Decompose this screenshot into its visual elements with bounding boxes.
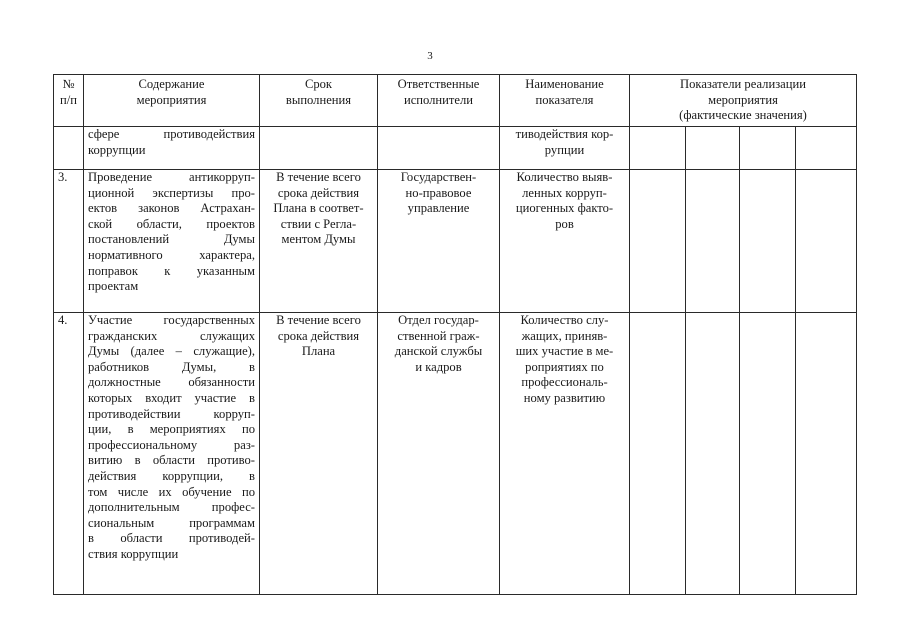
row-3-deadline: В течение всего срока действия Плана xyxy=(260,313,378,595)
table-header-row xyxy=(54,75,857,127)
row-2-value-1 xyxy=(630,170,686,313)
page-number: 3 xyxy=(427,50,433,62)
row-3-value-1 xyxy=(630,313,686,595)
row-1-responsible xyxy=(378,127,500,170)
row-1-value-2 xyxy=(686,127,740,170)
header-indicator: Наименование показателя xyxy=(500,75,630,127)
measures-table xyxy=(53,74,857,595)
row-2-value-4 xyxy=(796,170,857,313)
row-1-value-1 xyxy=(630,127,686,170)
header-results: Показатели реализации мероприятия (фактические значения) xyxy=(630,75,857,127)
row-1-content: сфере противодействия коррупции xyxy=(84,127,260,170)
table-row xyxy=(54,170,857,313)
row-2-responsible: Государствен- но-правовое управление xyxy=(378,170,500,313)
row-2-num: 3. xyxy=(54,170,84,313)
table-row xyxy=(54,127,857,170)
row-2-value-2 xyxy=(686,170,740,313)
row-1-value-4 xyxy=(796,127,857,170)
row-1-indicator: тиводействия кор- рупции xyxy=(500,127,630,170)
row-3-value-2 xyxy=(686,313,740,595)
row-3-content: Участие государственных гражданских служащих Думы (далее – служащие), работников Думы, в должностные обязанности которых входит участие в противодействии корруп- ции, в мероприятиях по профессиональному раз- витию в области противо- действия коррупции, в том числе их обучение по дополнительным профес- сиональным программам в области противодей- ствия коррупции xyxy=(84,313,260,595)
table-row xyxy=(54,313,857,595)
row-1-deadline xyxy=(260,127,378,170)
row-2-content: Проведение антикорруп- ционной экспертизы про- ектов законов Астрахан- ской области, проектов постановлений Думы нормативного характера, поправок к указанным проектам xyxy=(84,170,260,313)
row-3-value-3 xyxy=(740,313,796,595)
header-num: № п/п xyxy=(54,75,84,127)
row-1-value-3 xyxy=(740,127,796,170)
row-1-num xyxy=(54,127,84,170)
row-3-num: 4. xyxy=(54,313,84,595)
header-content: Содержание мероприятия xyxy=(84,75,260,127)
row-3-responsible: Отдел государ- ственной граж- данской службы и кадров xyxy=(378,313,500,595)
header-responsible: Ответственные исполнители xyxy=(378,75,500,127)
row-2-value-3 xyxy=(740,170,796,313)
row-2-deadline: В течение всего срока действия Плана в соответ- ствии с Регла- ментом Думы xyxy=(260,170,378,313)
row-3-value-4 xyxy=(796,313,857,595)
row-2-indicator: Количество выяв- ленных корруп- циогенных факто- ров xyxy=(500,170,630,313)
row-3-indicator: Количество слу- жащих, приняв- ших участие в ме- роприятиях по профессиональ- ному развитию xyxy=(500,313,630,595)
header-deadline: Срок выполнения xyxy=(260,75,378,127)
